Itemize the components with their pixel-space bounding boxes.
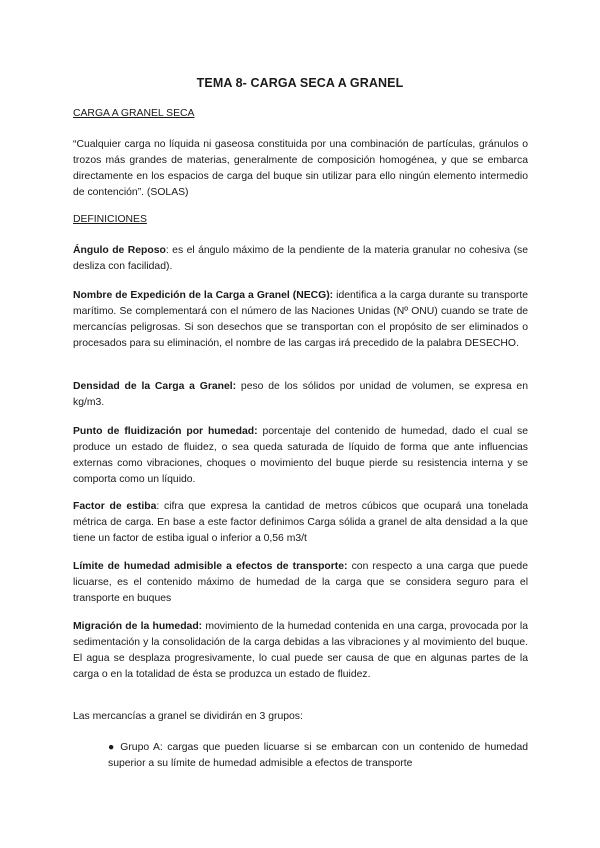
definition-migracion-de-la-humedad bbox=[73, 619, 528, 683]
definition-limite-de-humedad bbox=[73, 559, 528, 607]
definition-term: Nombre de Expedición de la Carga a Granel (NECG): bbox=[73, 290, 334, 301]
solas-quote: “Cualquier carga no líquida ni gaseosa constituida por una combinación de partículas, gránulos o trozos más grandes de materias, generalmente de composición homogénea, y que se embarca directamente en los espacios de carga del buque sin utilizar para ello ningún elemento intermedio de contención”. (SOLAS) bbox=[73, 139, 528, 198]
groups-intro: Las mercancías a granel se dividirán en 3 grupos: bbox=[73, 711, 303, 722]
list-item-text: Grupo A: cargas que pueden licuarse si se embarcan con un contenido de humedad superior a su límite de humedad admisible a efectos de transporte bbox=[108, 742, 528, 769]
definition-densidad bbox=[73, 379, 528, 411]
definition-text: movimiento de la humedad contenida en una carga, provocada por la sedimentación y la consolidación de la carga debidas a las vibraciones y al movimiento del buque. El agua se desplaza progresivamente, lo cual puede ser causa de que en algunas partes de la carga o en la totalidad de ésta se produzca un estado de fluidez. bbox=[73, 621, 528, 680]
section-heading-carga-a-granel-seca: CARGA A GRANEL SECA bbox=[73, 108, 195, 119]
definition-term: Límite de humedad admisible a efectos de transporte: bbox=[73, 561, 348, 572]
definition-punto-de-fluidizacion bbox=[73, 424, 528, 488]
definition-factor-de-estiba bbox=[73, 499, 528, 547]
definition-term: Migración de la humedad: bbox=[73, 621, 203, 632]
section-heading-definiciones: DEFINICIONES bbox=[73, 214, 147, 225]
definition-term: Ángulo de Reposo bbox=[73, 245, 166, 256]
definition-text: identifica a la carga durante su transporte marítimo. Se complementará con el número de las Naciones Unidas (Nº ONU) cuando se trate de mercancías peligrosas. Si son desechos que se transportan con el propósito de ser eliminados o procesados para su eliminación, el nombre de las cargas irá precedido de la palabra DESECHO. bbox=[73, 290, 528, 349]
definition-term: Factor de estiba bbox=[73, 501, 157, 512]
list-item-grupo-a bbox=[108, 740, 528, 772]
definition-term: Densidad de la Carga a Granel: bbox=[73, 381, 237, 392]
definition-text: : es el ángulo máximo de la pendiente de la materia granular no cohesiva (se desliza con facilidad). bbox=[73, 245, 528, 272]
definition-text: con respecto a una carga que puede licuarse, es el contenido máximo de humedad de la carga que se considera seguro para el transporte en buques bbox=[73, 561, 528, 604]
page-title: TEMA 8- CARGA SECA A GRANEL bbox=[196, 76, 404, 90]
definition-term: Punto de fluidización por humedad: bbox=[73, 426, 258, 437]
bullet-icon: ● bbox=[108, 742, 116, 753]
definition-text: : cifra que expresa la cantidad de metros cúbicos que ocupará una tonelada métrica de carga. En base a este factor definimos Carga sólida a granel de alta densidad a la que tiene un factor de estiba igual o inferior a 0,56 m3/t bbox=[73, 501, 529, 544]
definition-necg bbox=[73, 288, 528, 352]
definition-text: peso de los sólidos por unidad de volumen, se expresa en kg/m3. bbox=[73, 381, 528, 408]
definition-text: porcentaje del contenido de humedad, dado el cual se produce un estado de fluidez, o sea queda saturada de líquido de forma que ante influencias externas como vibraciones, choques o movimiento del buque pierde su resistencia interna y se comporta como un líquido. bbox=[73, 426, 528, 485]
definition-angulo-de-reposo bbox=[73, 243, 528, 275]
